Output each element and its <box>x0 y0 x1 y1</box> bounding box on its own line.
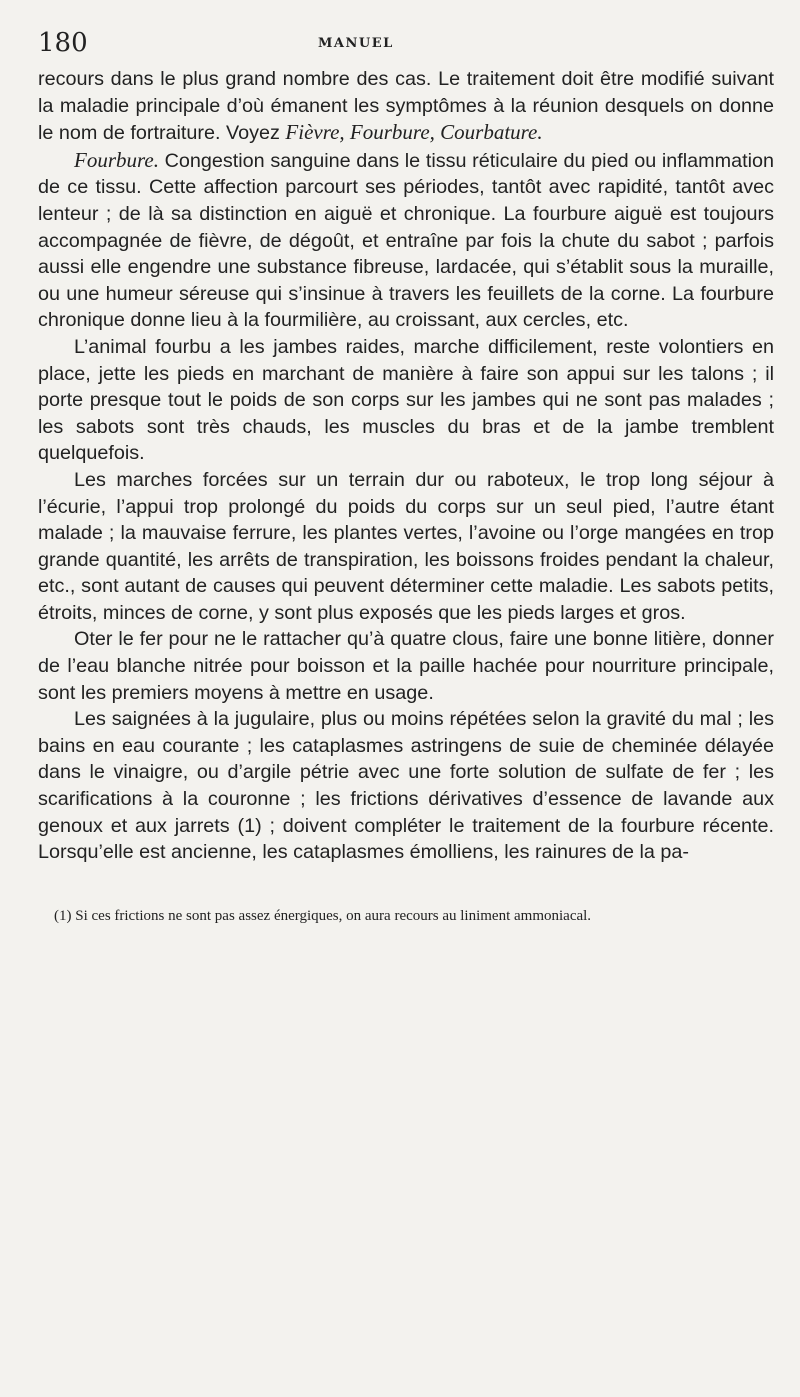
paragraph-text: recours dans le plus grand nombre des cas. Le traitement doit être modifié suivant la maladie principale d’où émanent les symptômes à la réunion desquels on donne le nom de fortraiture. Voyez <box>38 68 774 145</box>
running-head <box>38 18 774 66</box>
paragraph-text: Congestion sanguine dans le tissu réticulaire du pied ou inflammation de ce tissu. Cette affection parcourt ses périodes, tantôt avec rapidité, tantôt avec lenteur ; de là sa distinction en aiguë et chronique. La fourbure aiguë est toujours accompagnée de fièvre, de dégoût, et entraîne par fois la chute du sabot ; parfois aussi elle engendre une substance fibreuse, lardacée, qui s’établit sous la muraille, ou une humeur séreuse qui s’insinue à travers les feuillets de la corne. La fourbure chronique donne lieu à la fourmilière, au croissant, aux cercles, etc. <box>38 149 774 332</box>
footnote-spacer <box>38 866 774 906</box>
running-title: MANUEL <box>318 36 394 51</box>
paragraph-treatment: Les saignées à la jugulaire, plus ou moins répétées selon la gravité du mal ; les bains en eau courante ; les cataplasmes astringens de suie de cheminée délayée dans le vinaigre, ou d’argile pétrie avec une forte solution de sulfate de fer ; les scarifications à la couronne ; les frictions dérivatives d’essence de lavande aux genoux et aux jarrets (1) ; doivent compléter le traitement de la fourbure récente. Lorsqu’elle est ancienne, les cataplasmes émolliens, les rainures de la pa- <box>38 708 774 864</box>
footnote: (1) Si ces frictions ne sont pas assez énergiques, on aura recours au liniment ammoniacal. <box>54 907 592 924</box>
page-number: 180 <box>38 28 88 58</box>
paragraph-fourbure <box>38 147 774 334</box>
cross-reference-terms: Fièvre, Fourbure, Courbature. <box>285 120 543 145</box>
paragraph-first-measures: Oter le fer pour ne le rattacher qu’à quatre clous, faire une bonne litière, donner de l’eau blanche nitrée pour boisson et la paille hachée pour nourriture principale, sont les premiers moyens à mettre en usage. <box>38 628 774 704</box>
paragraph-symptoms: L’animal fourbu a les jambes raides, marche difficilement, reste volontiers en place, jette les pieds en marchant de manière à faire son appui sur les talons ; il porte presque tout le poids de son corps sur les jambes qui ne sont pas malades ; les sabots sont très chauds, les muscles du bras et de la jambe tremblent quelquefois. <box>38 335 774 465</box>
paragraph-causes: Les marches forcées sur un terrain dur ou raboteux, le trop long séjour à l’écurie, l’appui trop prolongé du poids du corps sur un seul pied, l’autre étant malade ; la mauvaise ferrure, les plantes vertes, l’avoine ou l’orge mangées en trop grande quantité, les arrêts de transpiration, les boissons froides pendant la chaleur, etc., sont autant de causes qui peuvent déterminer cette maladie. Les sabots petits, étroits, minces de corne, y sont plus exposés que les pieds larges et gros. <box>38 468 774 624</box>
paragraph-continued <box>38 66 774 147</box>
body-text <box>38 66 774 866</box>
entry-term: Fourbure. <box>74 147 159 172</box>
